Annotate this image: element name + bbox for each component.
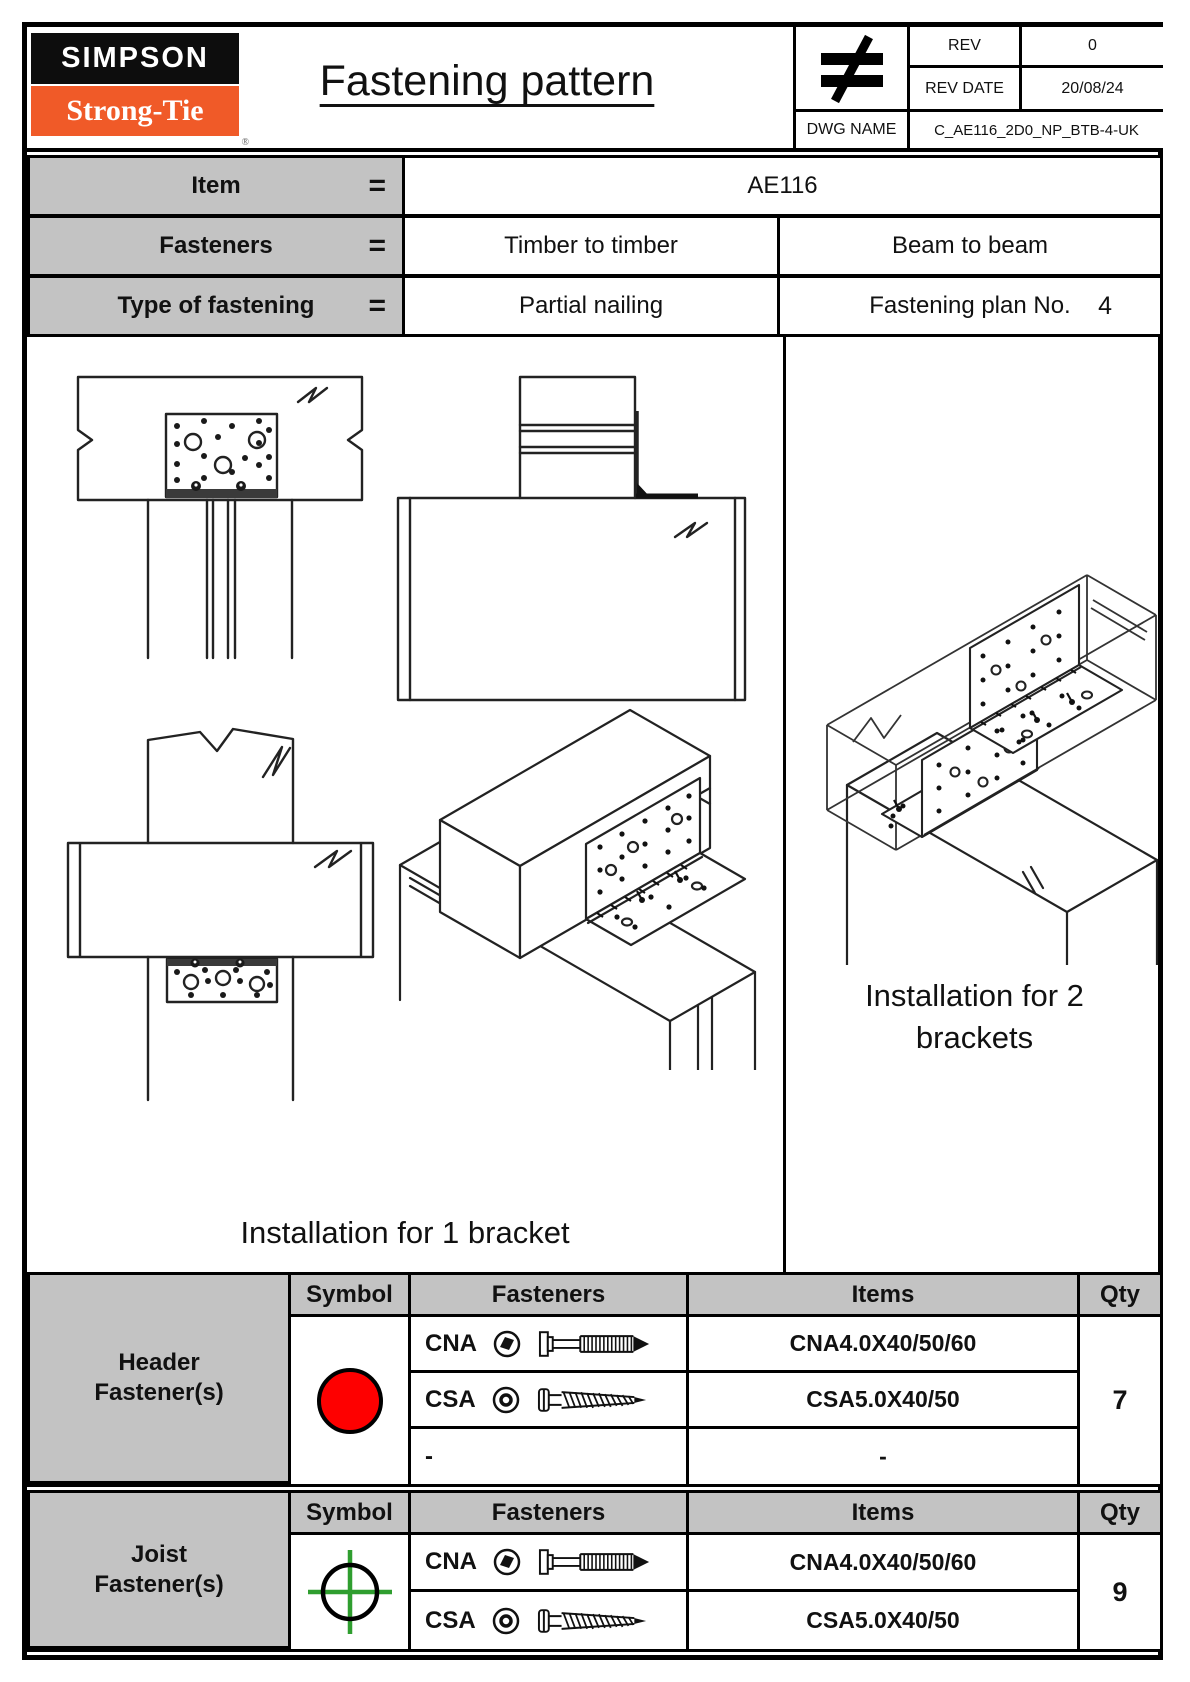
side-view-drawing <box>390 345 760 710</box>
spec-row-fasteners <box>30 218 1160 278</box>
red-circle-icon <box>317 1368 383 1434</box>
cross-view-drawing <box>60 715 380 1110</box>
rev-label: REV <box>910 27 1022 68</box>
break-symbol <box>675 523 707 537</box>
panel-divider <box>783 337 786 1272</box>
csa-head-icon <box>491 1385 521 1415</box>
fasteners-value-right: Beam to beam <box>891 232 1049 259</box>
equals-sign: = <box>368 289 386 322</box>
header-fastener-symbol <box>291 1317 411 1484</box>
column-header-items: Items <box>689 1275 1080 1317</box>
joist-fastener-symbol <box>291 1535 411 1649</box>
type-value-left: Partial nailing <box>405 278 780 334</box>
item-cell-dash: - <box>689 1429 1080 1484</box>
column-header-fasteners: Fasteners <box>411 1493 689 1535</box>
break-symbol <box>315 851 351 867</box>
column-header-qty: Qty <box>1080 1275 1160 1317</box>
dwg-name-label: DWG NAME <box>796 112 910 148</box>
registered-mark: ® <box>241 137 249 148</box>
not-equal-icon <box>796 27 910 112</box>
fastener-cell-dash: - <box>411 1429 689 1484</box>
column-header-qty: Qty <box>1080 1493 1160 1535</box>
spec-table <box>27 155 1163 337</box>
cna-nail-icon <box>537 1546 655 1578</box>
csa-screw-icon <box>536 1605 654 1637</box>
header-qty-value: 7 <box>1080 1317 1160 1484</box>
joist-fasteners-table <box>27 1490 1163 1652</box>
item-value: AE116 <box>747 172 818 199</box>
item-cell: CNA4.0X40/50/60 <box>689 1317 1080 1373</box>
rev-date-label: REV DATE <box>910 68 1022 112</box>
column-header-symbol: Symbol <box>291 1275 411 1317</box>
item-cell: CSA5.0X40/50 <box>689 1592 1080 1649</box>
fastening-plan-cell <box>780 278 1160 334</box>
rev-date-value: 20/08/24 <box>1022 68 1163 112</box>
caption-one-bracket: Installation for 1 bracket <box>240 1215 570 1250</box>
spec-row-type <box>30 278 1160 334</box>
column-header-symbol: Symbol <box>291 1493 411 1535</box>
spec-row-item <box>30 158 1160 218</box>
column-header-fasteners: Fasteners <box>411 1275 689 1317</box>
logo-simpson-text: SIMPSON <box>31 33 239 84</box>
break-symbol <box>263 747 290 777</box>
rev-value: 0 <box>1022 27 1163 68</box>
header-fasteners-row-label: Header Fastener(s) <box>30 1275 291 1484</box>
title-band <box>27 27 1163 152</box>
cna-head-icon <box>492 1329 522 1359</box>
title-block <box>793 27 1163 148</box>
cna-head-icon <box>492 1547 522 1577</box>
fastening-plan-label: Fastening plan No. <box>869 292 1071 319</box>
logo-strongtie-text: Strong-Tie ® <box>31 86 239 136</box>
break-symbol <box>298 388 327 402</box>
isometric-one-bracket-drawing <box>380 700 760 1070</box>
fastener-cell-cna: CNA <box>411 1317 689 1373</box>
front-view-drawing <box>65 345 365 660</box>
fastener-cell-csa: CSA <box>411 1373 689 1429</box>
fastening-plan-number: 4 <box>1098 291 1112 320</box>
joist-qty-value: 9 <box>1080 1535 1160 1649</box>
equals-sign: = <box>368 169 386 202</box>
joist-fasteners-row-label: Joist Fastener(s) <box>30 1493 291 1649</box>
csa-screw-icon <box>536 1384 654 1416</box>
bracket-plate <box>166 414 277 497</box>
crosshair-circle-icon <box>304 1546 396 1638</box>
type-label-cell: Type of fastening = <box>30 278 405 334</box>
dwg-name-value: C_AE116_2D0_NP_BTB-4-UK <box>934 121 1139 139</box>
header-fasteners-table <box>27 1272 1163 1487</box>
item-cell: CSA5.0X40/50 <box>689 1373 1080 1429</box>
page-title: Fastening pattern <box>319 57 655 105</box>
item-cell: CNA4.0X40/50/60 <box>689 1535 1080 1592</box>
column-header-items: Items <box>689 1493 1080 1535</box>
fasteners-value-left: Timber to timber <box>405 218 780 274</box>
fasteners-label-cell: Fasteners = <box>30 218 405 274</box>
csa-head-icon <box>491 1606 521 1636</box>
fastener-cell-csa: CSA <box>411 1592 689 1649</box>
cna-nail-icon <box>537 1328 655 1360</box>
isometric-two-brackets-drawing <box>787 520 1159 965</box>
drawing-sheet <box>22 22 1163 1660</box>
item-label-cell: Item = <box>30 158 405 214</box>
bracket-edge <box>637 483 650 497</box>
fastener-cell-cna: CNA <box>411 1535 689 1592</box>
caption-two-brackets: Installation for 2 brackets <box>865 978 1084 1055</box>
equals-sign: = <box>368 229 386 262</box>
